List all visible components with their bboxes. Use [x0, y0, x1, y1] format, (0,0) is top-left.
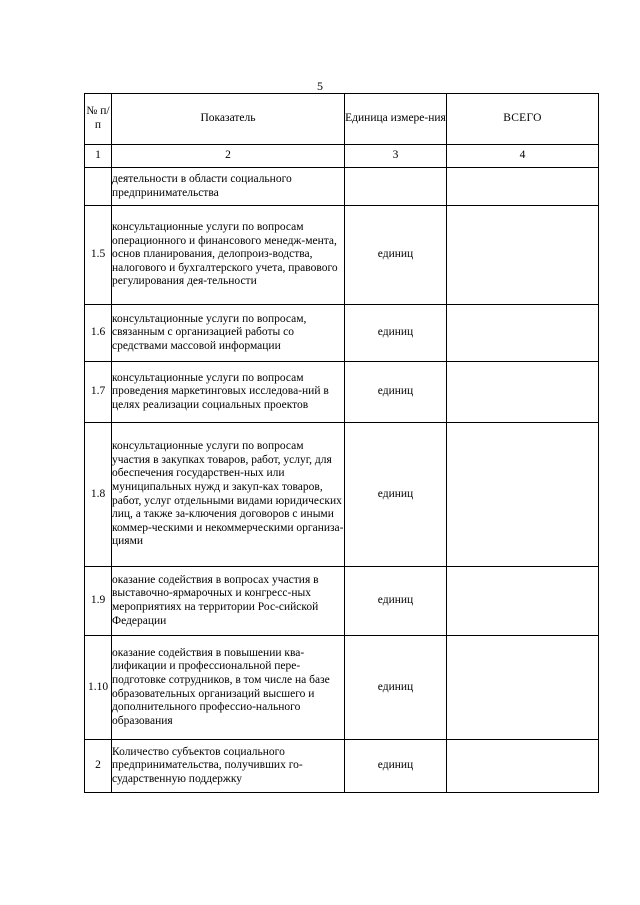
row-indicator: консультационные услуги по вопросам проведения маркетинговых исследова-ний в целях реализации социальных проектов	[112, 362, 345, 423]
indicators-table	[84, 93, 599, 793]
row-number: 1.10	[85, 636, 112, 740]
header-total: ВСЕГО	[447, 94, 599, 145]
table-row	[85, 168, 599, 206]
row-number: 1.7	[85, 362, 112, 423]
row-number: 2	[85, 740, 112, 793]
column-number: 1	[85, 145, 112, 168]
row-unit: единиц	[345, 567, 447, 636]
row-unit	[345, 168, 447, 206]
column-numbers-row	[85, 145, 599, 168]
table-row	[85, 362, 599, 423]
row-number	[85, 168, 112, 206]
table-row	[85, 305, 599, 362]
row-unit: единиц	[345, 305, 447, 362]
row-indicator: оказание содействия в повышении ква-лификации и профессиональной пере-подготовке сотрудников, в том числе на базе образовательных организаций высшего и дополнительного профессио-нального образования	[112, 636, 345, 740]
header-indicator: Показатель	[112, 94, 345, 145]
row-total	[447, 362, 599, 423]
row-total	[447, 423, 599, 567]
row-total	[447, 636, 599, 740]
row-indicator: консультационные услуги по вопросам операционного и финансового менедж-мента, основ планирования, делопроиз-водства, налогового и бухгалтерского учета, правового регулирования дея-тельности	[112, 206, 345, 305]
row-unit: единиц	[345, 740, 447, 793]
table-row	[85, 567, 599, 636]
row-number: 1.5	[85, 206, 112, 305]
row-unit: единиц	[345, 362, 447, 423]
row-indicator: консультационные услуги по вопросам участия в закупках товаров, работ, услуг, для обеспечения государствен-ных или муниципальных нужд и закуп-ках товаров, работ, услуг отдельными видами юридических лиц, а также за-ключения договоров с иными коммер-ческими и некоммерческими организа-циями	[112, 423, 345, 567]
row-indicator: деятельности в области социального предпринимательства	[112, 168, 345, 206]
row-unit: единиц	[345, 206, 447, 305]
header-unit: Единица измере-ния	[345, 94, 447, 145]
page-number: 5	[317, 79, 323, 93]
row-number: 1.6	[85, 305, 112, 362]
column-number: 2	[112, 145, 345, 168]
row-indicator: Количество субъектов социального предпринимательства, получивших го-сударственную поддержку	[112, 740, 345, 793]
row-total	[447, 305, 599, 362]
table-row	[85, 423, 599, 567]
row-total	[447, 740, 599, 793]
row-number: 1.8	[85, 423, 112, 567]
table-row	[85, 636, 599, 740]
table-header-row	[85, 94, 599, 145]
row-indicator: оказание содействия в вопросах участия в выставочно-ярмарочных и конгресс-ных мероприятиях на территории Рос-сийской Федерации	[112, 567, 345, 636]
row-unit: единиц	[345, 636, 447, 740]
table-row	[85, 206, 599, 305]
row-indicator: консультационные услуги по вопросам, связанным с организацией работы со средствами массовой информации	[112, 305, 345, 362]
row-number: 1.9	[85, 567, 112, 636]
row-total	[447, 567, 599, 636]
column-number: 3	[345, 145, 447, 168]
row-unit: единиц	[345, 423, 447, 567]
table-row	[85, 740, 599, 793]
column-number: 4	[447, 145, 599, 168]
row-total	[447, 206, 599, 305]
row-total	[447, 168, 599, 206]
header-number: № п/п	[85, 94, 112, 145]
